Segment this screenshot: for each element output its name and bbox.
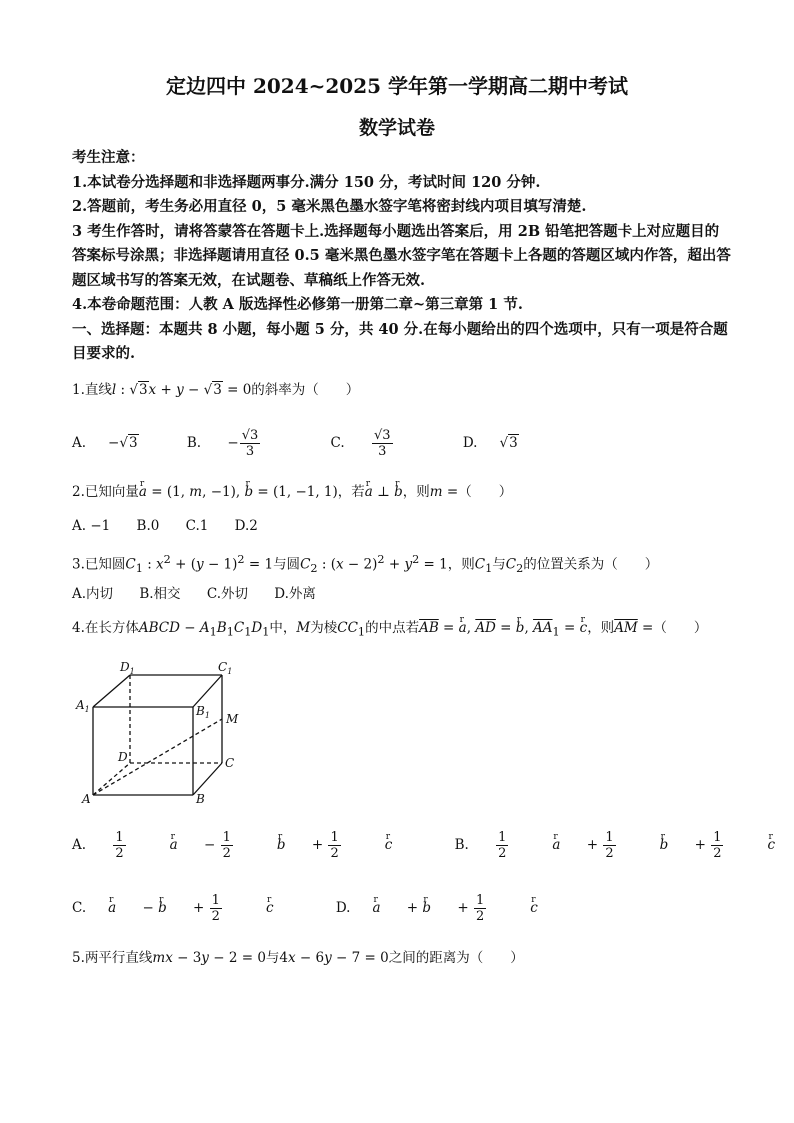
- q1-suffix: 的斜率为（ ）: [251, 382, 360, 398]
- cuboid-figure: [70, 655, 245, 805]
- question-3: 3.已知圆$C_1$ : $x^2 + (y - 1)^2 = 1$与圆$C_2$ : $(x - 2)^2 + y^2 = 1$，则$C_1$与$C_2$的位置关系为（ ）: [72, 553, 659, 576]
- section-heading: 一、选择题：本题共 8 小题，每小题 5 分，共 40 分.在每小题给出的四个选项中，只有一项是符合题目要求的.: [72, 320, 728, 362]
- q3-option-d[interactable]: D.外离: [274, 586, 316, 602]
- q4-options-row-1: [72, 830, 794, 861]
- label-d: D: [118, 750, 128, 764]
- q2-options: [72, 516, 280, 536]
- q1-option-d[interactable]: D. √3: [462, 435, 518, 451]
- label-m: M: [226, 712, 239, 726]
- q2-option-d[interactable]: D.2: [234, 518, 258, 534]
- notice-heading: 考生注意：: [72, 149, 145, 166]
- exam-title: 定边四中 2024~2025 学年第一学期高二期中考试: [165, 74, 628, 98]
- q3-option-b[interactable]: B.相交: [139, 586, 181, 602]
- question-5: 5.两平行直线mx − 3y − 2 = 0与4x − 6y − 7 = 0之间的距离为（ ）: [72, 950, 524, 966]
- notice-item-4: 4.本卷命题范围：人教 A 版选择性必修第一册第二章~第三章第 1 节.: [72, 296, 523, 313]
- exam-subtitle: 数学试卷: [358, 117, 435, 139]
- label-b: B: [196, 792, 205, 805]
- q1-options: [72, 428, 563, 459]
- q2-option-b[interactable]: B.0: [136, 518, 160, 534]
- label-b1: $B_1$: [196, 704, 210, 720]
- question-4: 4.在长方体ABCD − $A_1B_1C_1D_1$中，M为棱$CC_1$的中点若$\overline{AB} = r$ a, $\overline{AD} = r$ b, $\overline{AA}_1 = r$ c，则$\overline{AM}$ =（ ）: [72, 618, 707, 643]
- notice-item-2: 2.答题前，考生务必用直径 0，5 毫米黑色墨水签字笔将密封线内项目填写清楚.: [72, 198, 587, 215]
- question-1: 1.直线l : √3x + y − √3 = 0的斜率为（ ）: [72, 382, 360, 398]
- label-c1: $C_1$: [218, 660, 233, 676]
- q4-options-row-2: [72, 893, 582, 924]
- q2-option-c[interactable]: C.1: [185, 518, 209, 534]
- question-2: 2.已知向量r a = (1, m, −1), r b = (1, −1, 1)，若r a ⊥ r b，则m =（ ）: [72, 482, 512, 502]
- q4-option-a[interactable]: A. $\frac{1}{2}$ r a − $\frac{1}{2}$ r b + $\frac{1}{2}$ r c: [72, 837, 414, 853]
- notice-item-3: 3 考生作答时，请将答蒙答在答题卡上.选择题每小题选出答案后，用 2B 铅笔把答题卡上对应题目的答案标号涂黑；非选择题请用直径 0.5 毫米黑色墨水签字笔在答题卡上各题的答题区域内作答，超出答题区域书写的答案无效，在试题卷、草稿纸上作答无效.: [72, 222, 731, 289]
- q1-option-a[interactable]: A. −√3: [72, 435, 138, 451]
- notice-item-1: 1.本试卷分选择题和非选择题两事分.满分 150 分，考试时间 120 分钟.: [72, 173, 541, 191]
- q3-option-c[interactable]: C.外切: [206, 586, 248, 602]
- q3-option-a[interactable]: A.内切: [72, 586, 114, 602]
- label-d1: $D_1$: [120, 660, 135, 676]
- q4-option-d[interactable]: D. r a + r b + $\frac{1}{2}$ r c: [336, 900, 560, 916]
- notice-section: [72, 146, 732, 367]
- q4-option-b[interactable]: B. $\frac{1}{2}$ r a + $\frac{1}{2}$ r b + $\frac{1}{2}$ r c: [455, 837, 794, 853]
- q1-prefix: 1.直线: [72, 382, 112, 398]
- label-a1: $A_1$: [76, 698, 90, 714]
- label-c: C: [225, 756, 235, 770]
- label-a: A: [82, 792, 91, 805]
- q2-option-a[interactable]: A. −1: [72, 518, 111, 534]
- q3-options: [72, 584, 338, 604]
- q4-option-c[interactable]: C. r a − r b + $\frac{1}{2}$ r c: [72, 900, 296, 916]
- q1-option-b[interactable]: B. − $\frac{√3}{3}$: [186, 428, 259, 459]
- q1-option-c[interactable]: C. $\frac{√3}{3}$: [330, 428, 391, 459]
